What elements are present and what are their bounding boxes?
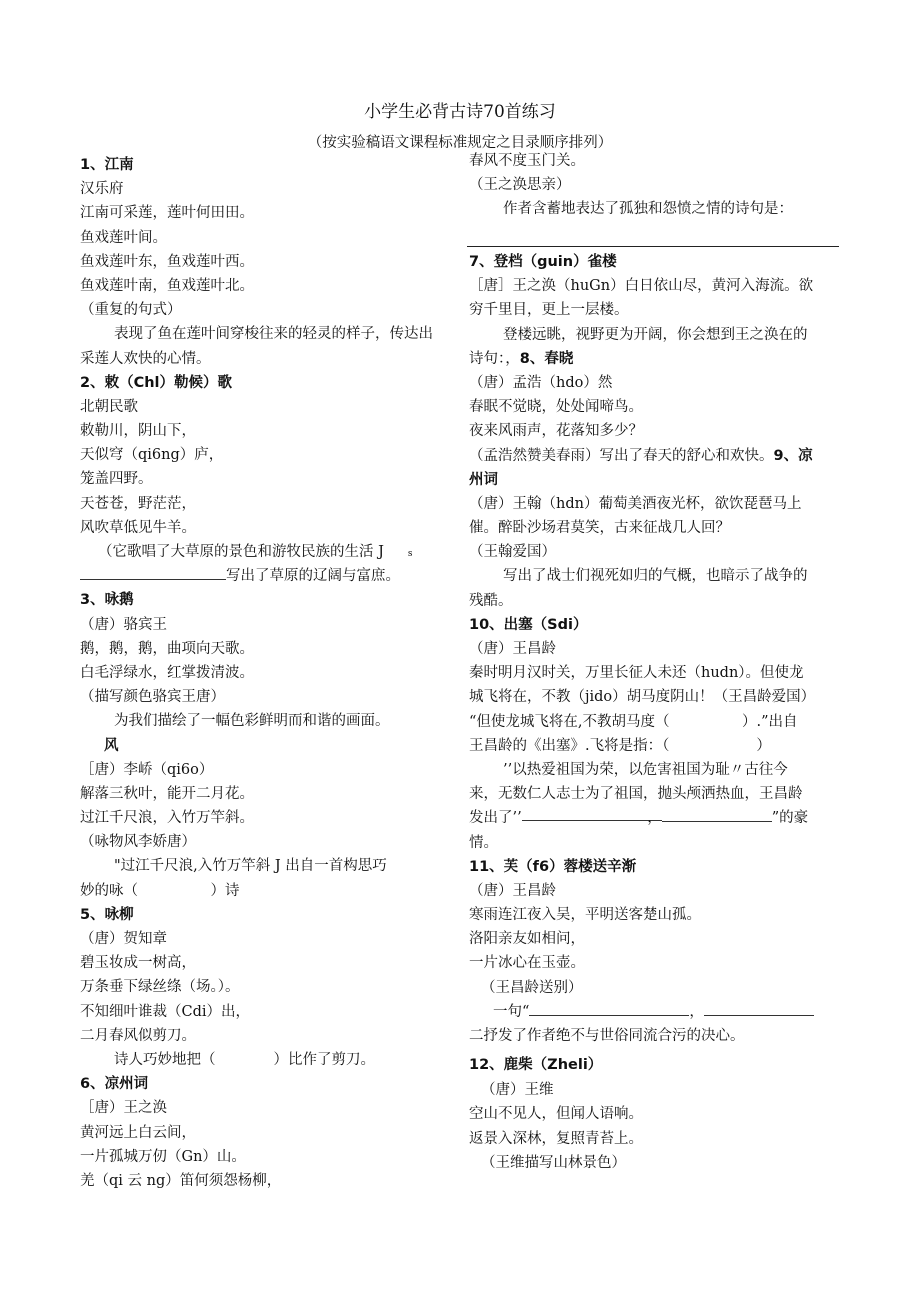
page-subtitle: （按实验稿语文课程标准规定之目录顺序排列） (307, 135, 613, 151)
comment-line (80, 540, 460, 564)
page-title: 小学生必背古诗70首练习 (364, 102, 556, 122)
poem-line: ［唐）王之涣 (80, 1100, 167, 1117)
poem-line: 二月春风似剪刀。 (80, 1027, 196, 1044)
poem-line: 催。醉卧沙场君莫笑，古来征战几人回？ (469, 520, 730, 537)
poem-heading: 5、咏柳 (80, 906, 134, 923)
comment-line: 为我们描绘了一幅色彩鲜明而和谐的画面。 (114, 713, 390, 730)
poem-line: 羌（qi 云 ng）笛何须怨杨柳， (80, 1172, 282, 1189)
comment-line (469, 444, 841, 468)
quote-mark: ” (771, 810, 780, 827)
poem-line: 一片孤城万仞（Gn）山。 (80, 1148, 246, 1165)
poem-line: 碧玉妆成一树高， (80, 955, 196, 972)
poem-note: （王翰爱国） (469, 544, 556, 561)
stray-mark: s (407, 549, 413, 559)
comment-line: 情。 (469, 834, 498, 851)
poem-line: 敕勒川，阴山下， (80, 423, 196, 440)
poem-line: （唐）王维 (481, 1082, 554, 1099)
left-column (80, 153, 460, 1193)
comment-line: 妙的咏（ ）诗 (80, 882, 240, 899)
poem-heading: 8、春晓 (519, 350, 574, 367)
comment-line: ’’以热爱祖国为荣，以危害祖国为耻〃古往今 (503, 761, 788, 778)
comment-text: 发出了 (469, 810, 513, 827)
poem-heading: 1、江南 (80, 157, 134, 173)
comment-text: 一句“ (493, 1003, 530, 1020)
poem-line: （唐）贺知章 (80, 931, 167, 947)
poem-note: （王之涣思亲） (469, 177, 571, 194)
comment-line: 二抒发了作者绝不与世俗同流合污的决心。 (469, 1028, 745, 1044)
comment-line: 诗人巧妙地把（ ）比作了剪刀。 (114, 1051, 375, 1068)
poem-line: （唐）王翰（hdn）葡萄美酒夜光杯，欲饮琵琶马上 (469, 495, 802, 512)
poem-line: （唐）孟浩（hdo）然 (469, 374, 613, 391)
separator: ， (647, 810, 662, 827)
poem-line: 江南可采莲，莲叶何田田。 (80, 205, 254, 222)
poem-line: ［唐）李峤（qi6o） (80, 761, 214, 778)
poem-heading: 3、咏鹅 (80, 592, 134, 609)
comment-text: （孟浩然赞美春雨）写出了春天的舒心和欢快。 (469, 447, 774, 464)
poem-line: 穷千里目，更上一层楼。 (469, 302, 629, 319)
comment-text: 写出了草原的辽阔与富庶。 (226, 568, 400, 585)
comment-line: 表现了鱼在莲叶间穿梭往来的轻灵的样子，传达出 (114, 326, 433, 343)
answer-blank[interactable] (80, 565, 226, 580)
comment-text: （它歌唱了大草原的景色和游牧民族的生活 J (98, 544, 384, 560)
comment-line: 写出了战士们视死如归的气概，也暗示了战争的 (503, 568, 808, 585)
right-column-top (469, 149, 841, 222)
poem-line: 天苍苍，野茫茫， (80, 495, 196, 512)
poem-line: 城飞将在，不教（jido）胡马度阴山！（王昌龄爱国） (469, 689, 816, 706)
question-line: 王昌龄的《出塞》.飞将是指：（ ） (469, 737, 771, 754)
poem-line: 风吹草低见牛羊。 (80, 519, 196, 536)
poem-note: （王昌龄送别） (481, 979, 583, 996)
comment-line: 登楼远眺，视野更为开阔，你会想到王之涣在的 (503, 326, 808, 343)
answer-blank[interactable] (529, 1001, 689, 1016)
poem-line: 夜来风雨声，花落知多少？ (469, 423, 643, 440)
poem-note: （描写颜色骆宾王唐） (80, 689, 225, 706)
poem-line: 寒雨连江夜入吴，平明送客楚山孤。 (469, 907, 701, 924)
poem-heading: 7、登档（guin）雀楼 (469, 254, 617, 270)
poem-line: （唐）王昌龄 (469, 641, 556, 657)
answer-blank[interactable] (704, 1001, 814, 1016)
comment-line: 残酷。 (469, 592, 513, 609)
poem-note: （王维描写山林景色） (481, 1154, 626, 1171)
answer-blank[interactable] (522, 806, 662, 827)
comment-line (80, 564, 460, 588)
poem-line: 黄河远上白云间， (80, 1124, 196, 1141)
poem-line: （唐）王昌龄 (469, 882, 556, 899)
poem-line: 过江千尺浪，入竹万竿斜。 (80, 810, 254, 827)
poem-line: 春风不度玉门关。 (469, 153, 585, 169)
poem-heading: 2、敕（Chl）勒候）歌 (80, 374, 233, 391)
poem-line: 笼盖四野。 (80, 471, 153, 488)
poem-line: 鱼戏莲叶东，鱼戏莲叶西。 (80, 253, 254, 270)
poem-line: 鹅，鹅，鹅，曲项向天歌。 (80, 640, 254, 657)
answer-blank[interactable] (662, 807, 772, 822)
comment-text: 的豪 (779, 810, 809, 827)
poem-heading: 11、芙（f6）蓉楼送辛渐 (469, 858, 637, 875)
comment-line: "过江千尺浪,入竹万竿斜 J 出自一首构思巧 (114, 858, 387, 875)
poem-line: （唐）骆宾王 (80, 616, 167, 633)
comment-line (469, 806, 841, 830)
comment-text: 诗句：， (469, 350, 520, 367)
separator: ， (689, 1003, 704, 1020)
answer-line[interactable] (467, 246, 839, 247)
quote-mark: ’’ (512, 810, 522, 827)
poem-note: （咏物风李娇唐） (80, 834, 196, 851)
poem-line: 春眠不觉晓，处处闻啼鸟。 (469, 399, 643, 416)
poem-line: 万条垂下绿丝绦（场。）。 (80, 979, 240, 996)
poem-line: 天似穹（qi6ng）庐， (80, 447, 224, 464)
poem-note: （重复的句式） (80, 302, 182, 319)
comment-line: 作者含蓄地表达了孤独和怨愤之情的诗句是： (503, 201, 793, 218)
poem-line: 洛阳亲友如相问， (469, 931, 585, 948)
poem-line: 返景入深林，复照青苔上。 (469, 1130, 643, 1147)
poem-heading: 州词 (469, 471, 498, 488)
poem-line: 不知细叶谁裁（Cdi）出， (80, 1003, 251, 1020)
poem-line: 一片冰心在玉壶。 (469, 955, 585, 972)
poem-line: ［唐］王之涣（huGn）白日依山尽，黄河入海流。欲 (469, 278, 814, 295)
comment-line: 来，无数仁人志士为了祖国，抛头颅洒热血，王昌龄 (469, 786, 803, 803)
poem-heading: 10、出塞（Sdi） (469, 616, 588, 633)
poem-line: 北朝民歌 (80, 398, 138, 415)
poem-heading: 6、凉州词 (80, 1076, 149, 1093)
right-column (469, 250, 841, 1175)
poem-heading: 9、凉 (773, 447, 813, 464)
poem-line: 解落三秋叶，能开二月花。 (80, 785, 254, 802)
poem-line: 秦时明月汉时关，万里长征人未还（hudn）。但使龙 (469, 665, 804, 682)
comment-line: 采莲人欢快的心情。 (80, 350, 211, 367)
question-line: “但使龙城飞将在,不教胡马度（ ）.”出自 (469, 713, 798, 730)
poem-heading: 12、鹿柴（Zheli） (469, 1057, 603, 1074)
poem-line: 鱼戏莲叶南，鱼戏莲叶北。 (80, 277, 254, 294)
poem-line: 白毛浮绿水，红掌拨清波。 (80, 664, 254, 681)
poem-line: 汉乐府 (80, 181, 124, 198)
comment-line (469, 347, 841, 371)
comment-line (469, 1000, 841, 1024)
poem-line: 空山不见人，但闻人语响。 (469, 1106, 643, 1123)
poem-heading: 风 (104, 737, 119, 754)
poem-line: 鱼戏莲叶间。 (80, 229, 167, 246)
